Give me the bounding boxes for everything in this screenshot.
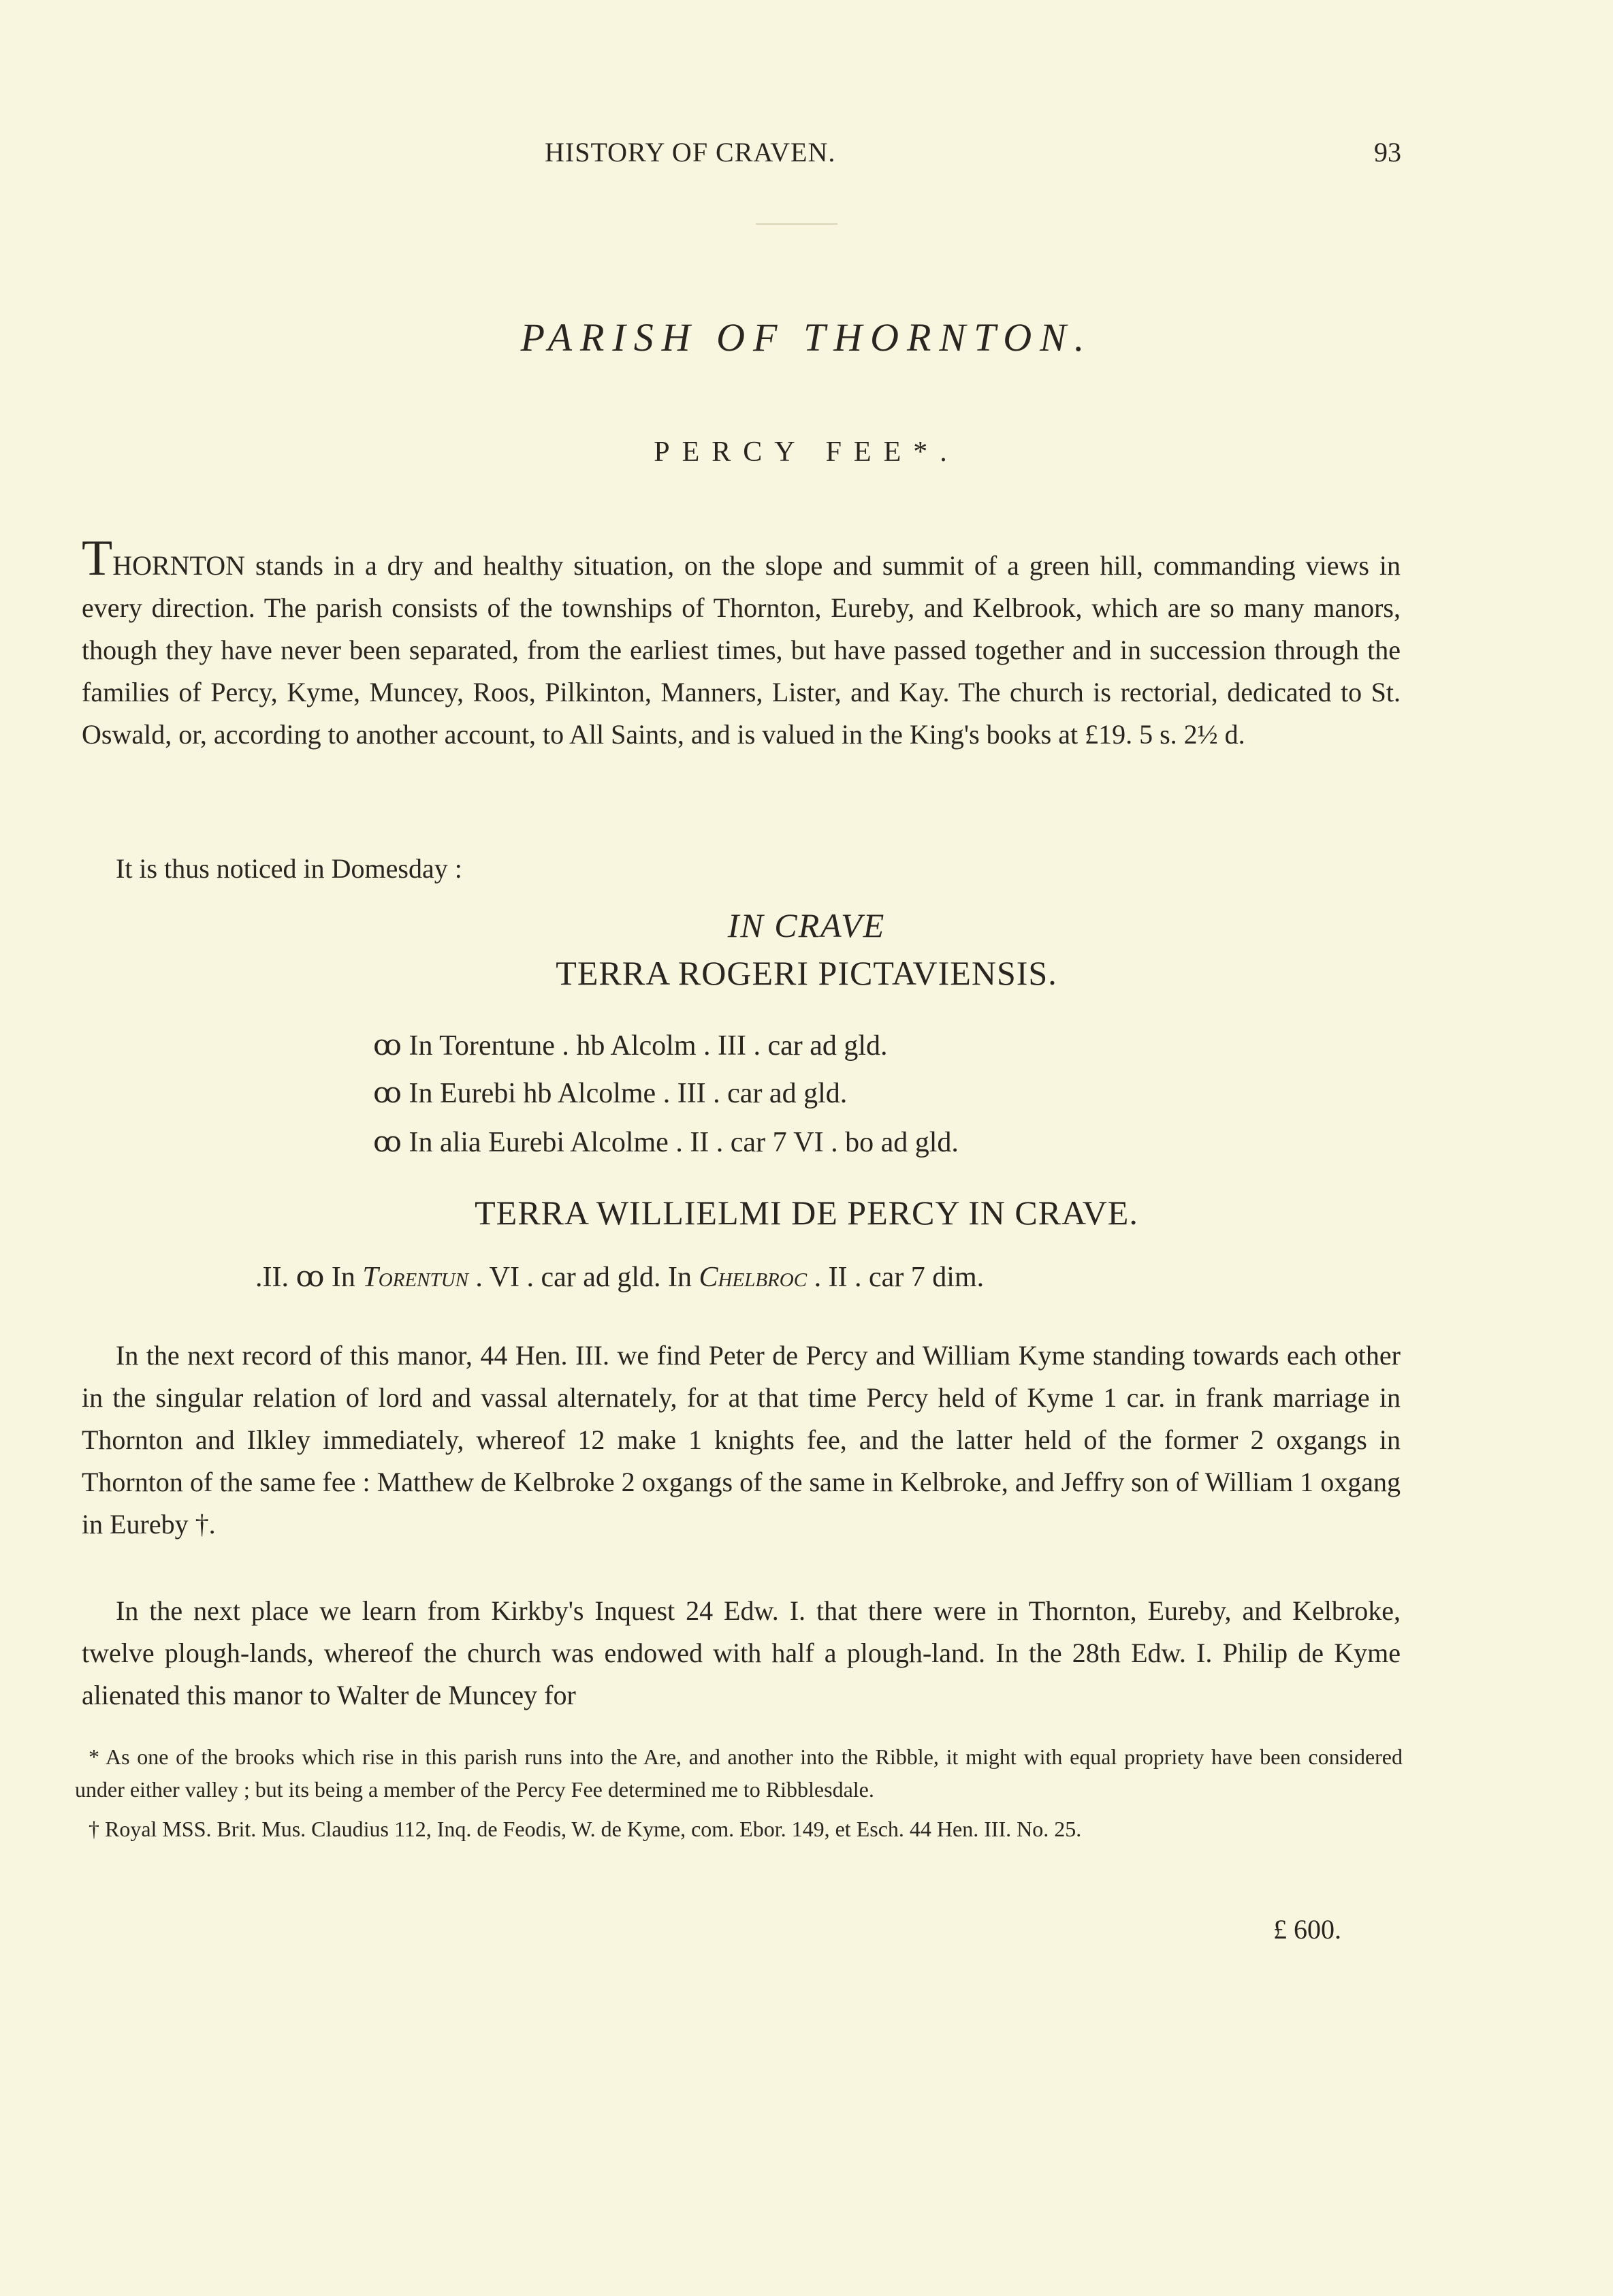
domesday-heading: IN CRAVE: [727, 906, 886, 944]
place-chelbroc: Chelbroc: [699, 1262, 808, 1293]
footnotes: [75, 1740, 1403, 1845]
domesday-entry-percy: [255, 1260, 984, 1294]
page-number: 93: [1374, 137, 1401, 168]
chapter-title: PARISH OF THORNTON.: [520, 315, 1093, 360]
domesday-entry-1: ꝏ In Torentune . hb Alcolm . III . car ad gld.: [373, 1030, 888, 1062]
entry-part: .II. ꝏ In: [255, 1262, 363, 1293]
drop-cap: T: [82, 530, 113, 586]
domesday-terra-willielmi: TERRA WILLIELMI DE PERCY IN CRAVE.: [475, 1194, 1138, 1232]
paragraph-4: In the next place we learn from Kirkby's Inquest 24 Edw. I. that there were in Thornton, Eureby, and Kelbroke, twelve plough-lands, whereof the church was endowed with half a plough-land. In the 28th Edw. I. Philip de Kyme alienated this manor to Walter de Muncey for: [82, 1595, 1401, 1710]
entry-part: . VI . car ad gld. In: [468, 1262, 699, 1293]
paragraph-1-text: HORNTON stands in a dry and healthy situation, on the slope and summit of a green hill, commanding views in every direction. The parish consists of the townships of Thornton, Eureby, and Kelbrook, which are so many manors, though they have never been separated, from the earliest times, but have passed together and in succession through the families of Percy, Kyme, Muncey, Roos, Pilkinton, Manners, Lister, and Kay. The church is rectorial, dedicated to St. Oswald, or, according to another account, to All Saints, and is valued in the King's books at £19. 5 s. 2½ d.: [82, 550, 1401, 750]
running-head-title: HISTORY OF CRAVEN.: [545, 137, 836, 168]
ornament-rule: [756, 223, 837, 225]
paragraph-2: It is thus noticed in Domesday :: [116, 853, 462, 884]
section-subtitle: PERCY FEE*.: [654, 436, 959, 468]
entry-part: . II . car 7 dim.: [807, 1262, 985, 1293]
paragraph-3: In the next record of this manor, 44 Hen. III. we find Peter de Percy and William Kyme standing towards each other in the singular relation of lord and vassal alternately, for at that time Percy held of Kyme 1 car. in frank marriage in Thornton and Ilkley immediately, whereof 12 make 1 knights fee, and the latter held of the former 2 oxgangs in Thornton of the same fee : Matthew de Kelbroke 2 oxgangs of the same in Kelbroke, and Jeffry son of William 1 oxgang in Eureby †.: [82, 1340, 1401, 1540]
domesday-entry-3: ꝏ In alia Eurebi Alcolme . II . car 7 VI . bo ad gld.: [373, 1127, 959, 1158]
catchword: £ 600.: [1273, 1914, 1341, 1945]
place-torentun: Torentun: [362, 1262, 468, 1293]
paragraph-1: [82, 530, 1401, 756]
domesday-terra-rogeri: TERRA ROGERI PICTAVIENSIS.: [556, 954, 1057, 992]
running-head: [0, 136, 1613, 177]
footnote-1: * As one of the brooks which rise in this parish runs into the Are, and another into the Ribble, it might with equal propriety have been considered under either valley ; but its being a member of the Percy Fee determined me to Ribblesdale.: [75, 1744, 1403, 1802]
footnote-2: † Royal MSS. Brit. Mus. Claudius 112, Inq. de Feodis, W. de Kyme, com. Ebor. 149, et Esch. 44 Hen. III. No. 25.: [89, 1817, 1082, 1841]
domesday-entry-2: ꝏ In Eurebi hb Alcolme . III . car ad gld.: [373, 1078, 848, 1109]
